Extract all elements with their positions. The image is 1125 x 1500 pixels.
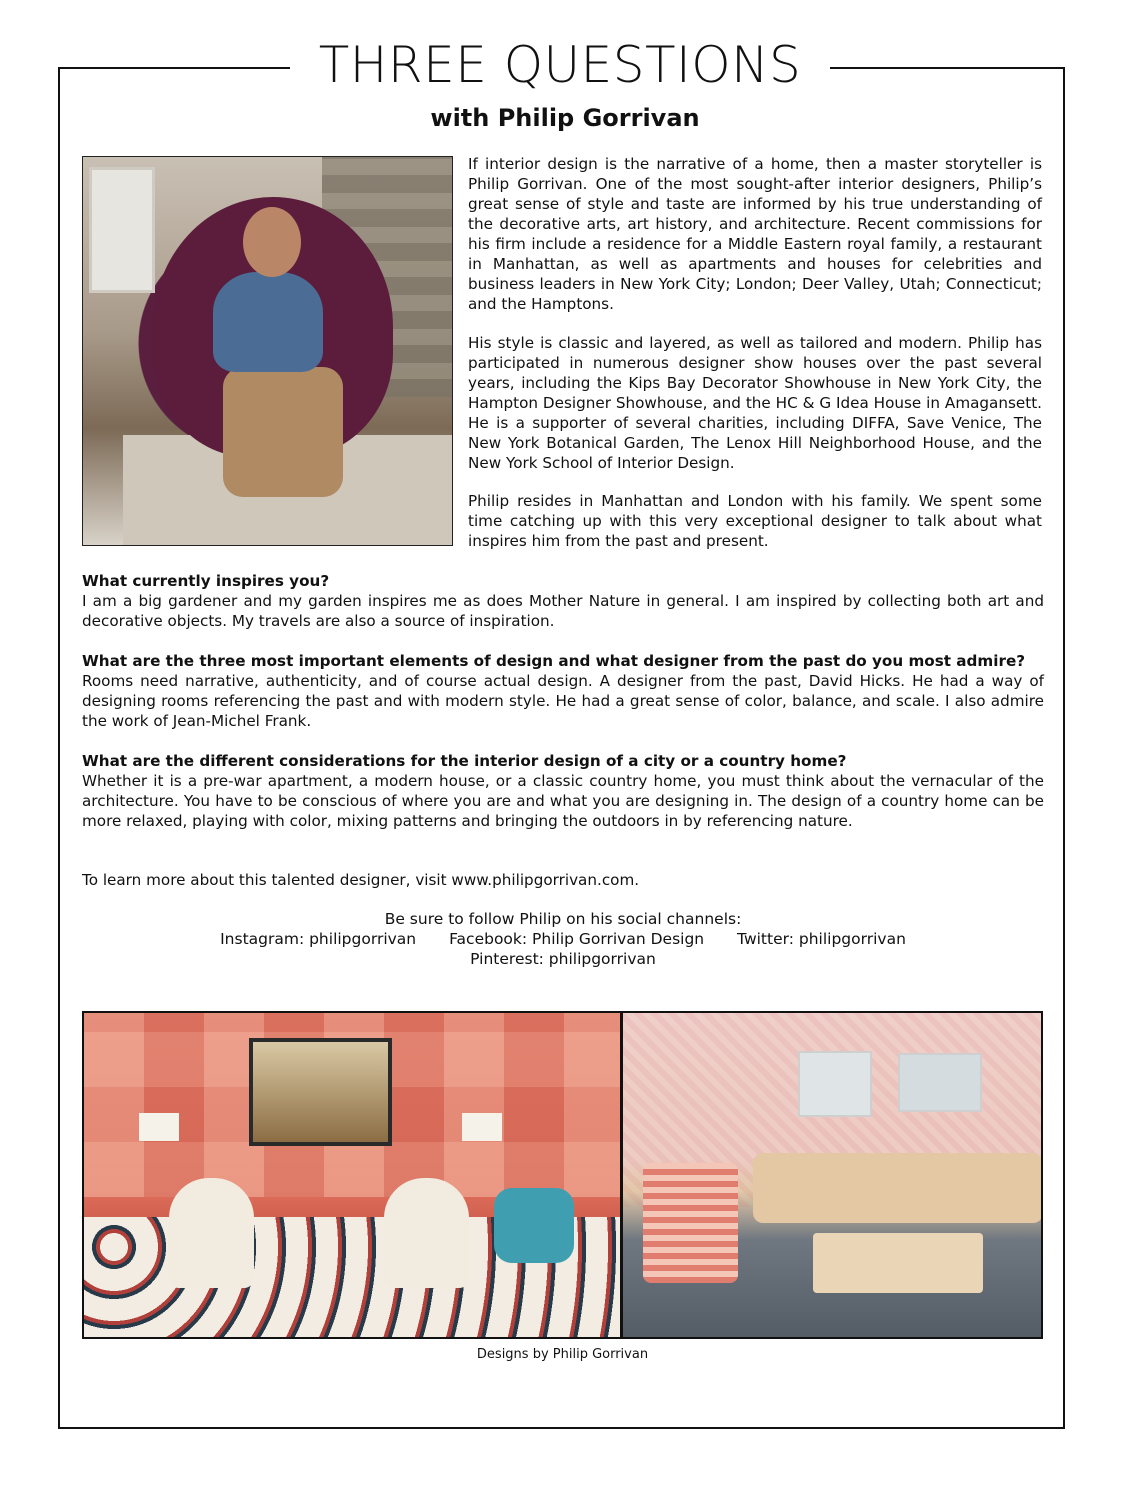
qa-block-1 (82, 571, 1044, 631)
room1-chair-left (169, 1178, 254, 1288)
bio-paragraph-3: Philip resides in Manhattan and London with his family. We spent some time catching up with this very exceptional designer to talk about what inspires him from the past and present. (468, 492, 1042, 550)
qa-block-3 (82, 751, 1044, 831)
question-1: What currently inspires you? (82, 572, 330, 590)
social-row (82, 929, 1044, 949)
question-3: What are the different considerations for the interior design of a city or a country home? (82, 752, 847, 770)
answer-3: Whether it is a pre-war apartment, a modern house, or a classic country home, you must think about the vernacular of the architecture. You have to be conscious of where you are and what you are designing in. The design of a country home can be more relaxed, playing with color, mixing patterns and bringing the outdoors in by referencing nature. (82, 772, 1044, 830)
room2-artwork-right (898, 1053, 982, 1112)
bio-paragraph-2: His style is classic and layered, as well as tailored and modern. Philip has participated in numerous designer show houses over the past several years, including the Kips Bay Decorator Showhouse in New York City, the Hampton Designer Showhouse, and the HC & G Idea House in Amagansett. He is a supporter of several charities, including DIFFA, Save Venice, The New York Botanical Garden, The Lenox Hill Neighborhood House, and the New York School of Interior Design. (468, 334, 1042, 472)
room-photo-blush (623, 1013, 1041, 1337)
portrait-photo (82, 156, 453, 546)
social-facebook: Facebook: Philip Gorrivan Design (449, 930, 705, 948)
room-photo-coral (84, 1013, 623, 1337)
room1-lamp-right (462, 1113, 502, 1141)
social-instagram: Instagram: philipgorrivan (220, 930, 417, 948)
room2-artwork-left (798, 1051, 872, 1117)
room1-painting (249, 1038, 392, 1146)
portrait-shirt (213, 272, 323, 372)
portrait-legs (223, 367, 343, 497)
room2-coffee-table (813, 1233, 983, 1293)
photo-caption: Designs by Philip Gorrivan (476, 1347, 649, 1362)
qa-block-2 (82, 651, 1044, 731)
room2-sofa (753, 1153, 1041, 1223)
portrait-head (243, 207, 301, 277)
learn-more-text: To learn more about this talented designer, visit www.philipgorrivan.com. (82, 871, 640, 889)
bio-paragraph-1: If interior design is the narrative of a home, then a master storyteller is Philip Gorrivan. One of the most sought-after interior designers, Philip’s great sense of style and taste are informed by his true understanding of the decorative arts, art history, and architecture. Recent commissions for his firm include a residence for a Middle Eastern royal family, a restaurant in Manhattan, as well as apartments and houses for celebrities and business leaders in New York City; London; Deer Valley, Utah; Connecticut; and the Hamptons. (468, 155, 1042, 313)
room2-plaid-armchair (643, 1163, 738, 1283)
page-title: THREE QUESTIONS (290, 30, 830, 100)
room1-teal-armchair (494, 1188, 574, 1263)
room1-chair-right (384, 1178, 469, 1288)
page-subtitle: with Philip Gorrivan (430, 104, 700, 132)
question-2: What are the three most important elements of design and what designer from the past do you most admire? (82, 652, 1026, 670)
answer-1: I am a big gardener and my garden inspires me as does Mother Nature in general. I am inspired by collecting both art and decorative objects. My travels are also a source of inspiration. (82, 592, 1044, 630)
social-twitter: Twitter: philipgorrivan (737, 930, 906, 948)
social-intro: Be sure to follow Philip on his social channels: (384, 910, 742, 928)
social-pinterest: Pinterest: philipgorrivan (470, 950, 656, 968)
room-photos (82, 1011, 1043, 1339)
portrait-window (89, 167, 155, 293)
room1-lamp-left (139, 1113, 179, 1141)
answer-2: Rooms need narrative, authenticity, and of course actual design. A designer from the past, David Hicks. He had a way of designing rooms referencing the past and with modern style. He had a great sense of color, balance, and scale. I also admire the work of Jean-Michel Frank. (82, 672, 1044, 730)
